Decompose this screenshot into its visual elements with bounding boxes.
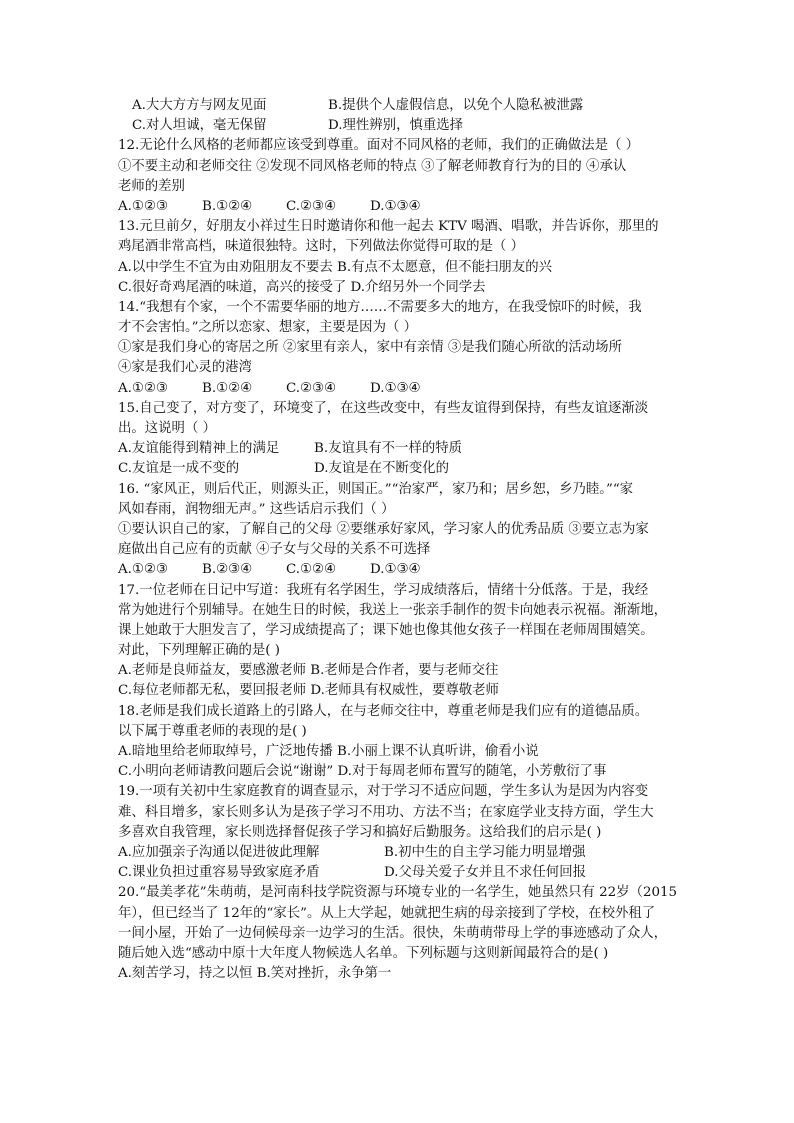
q13-stem-line: 13.元旦前夕，好朋友小祥过生日时邀请你和他一起去 KTV 喝酒、唱歌，并告诉你，那里的 <box>118 219 659 235</box>
q19-stem-line: 多喜欢自我管理，家长则选择督促孩子学习和搞好后勤服务。这给我们的启示是( ) <box>118 824 602 840</box>
q16-stem-line: 庭做出自己应有的贡献 ④子女与父母的关系不可选择 <box>118 542 431 558</box>
q16-option-d: D.①③④ <box>370 562 421 578</box>
q17-options-line: C.每位老师都无私，要回报老师 D.老师具有权威性，要尊敬老师 <box>118 683 499 699</box>
q14-options-row <box>118 379 678 399</box>
q13-options-line: C.很好奇鸡尾酒的味道，高兴的接受了 D.介绍另外一个同学去 <box>118 279 486 295</box>
q18-options-line: A.暗地里给老师取绰号，广泛地传播 B.小丽上课不认真听讲，偷看小说 <box>118 744 539 759</box>
q19-option-c: C.课业负担过重容易导致家庭矛盾 <box>118 865 320 881</box>
q12-option-a: A.①②③ <box>118 198 168 214</box>
q18-stem-line: 以下属于尊重老师的表现的是( ) <box>118 723 307 739</box>
q17-stem-line: 课上她敢于大胆发言了，学习成绩提高了；课下她也像其他女孩子一样围在老师周围嬉笑。 <box>118 622 654 638</box>
q19-options-row-2 <box>118 863 678 883</box>
q13-stem-line: 鸡尾酒非常高档，味道很独特。这时，下列做法你觉得可取的是（ ） <box>118 239 524 255</box>
q12-options-row <box>118 197 678 217</box>
q16-option-a: A.①②③ <box>118 562 168 578</box>
q12-option-b: B.①②④ <box>202 198 253 214</box>
q12-stem-line: 12.无论什么风格的老师都应该受到尊重。面对不同风格的老师，我们的正确做法是（ ） <box>118 138 640 154</box>
q16-stem-line: 风如春雨，润物细无声。” 这些话启示我们（ ） <box>118 501 395 517</box>
q14-stem-line: 才不会害怕。”之所以恋家、想家，主要是因为（ ） <box>118 320 417 336</box>
q14-option-d: D.①③④ <box>370 380 421 396</box>
q19-option-d: D.父母关爱子女并且不求任何回报 <box>384 865 586 881</box>
q14-option-a: A.①②③ <box>118 380 168 396</box>
q20-stem-line: 随后她入选“感动中原十大年度人物候选人名单。下列标题与这则新闻最符合的是( ) <box>118 945 609 961</box>
q11-options-row-2 <box>118 116 678 136</box>
q17-options-line: A.老师是良师益友，要感激老师 B.老师是合作者，要与老师交往 <box>118 663 499 679</box>
q19-stem-line: 难、科目增多，家长则多认为是孩子学习不用功、方法不当；在家庭学业支持方面，学生大 <box>118 804 654 820</box>
q13-options-line: A.以中学生不宜为由劝阻朋友不要去 B.有点不太愿意，但不能扫朋友的兴 <box>118 259 552 275</box>
q14-option-b: B.①②④ <box>202 380 253 396</box>
q11-option-b: B.提供个人虚假信息，以免个人隐私被泄露 <box>328 98 584 113</box>
q11-option-c: C.对人坦诚，毫无保留 <box>132 118 267 134</box>
q12-stem-line: 老师的差别 <box>118 178 185 194</box>
q17-stem-line: 对此，下列理解正确的是( ) <box>118 643 281 659</box>
q16-options-row <box>118 560 678 580</box>
q19-option-a: A.应加强亲子沟通以促进彼此理解 <box>118 844 320 860</box>
q16-option-c: C.①②④ <box>286 562 337 578</box>
q11-option-a: A.大大方方与网友见面 <box>132 98 267 113</box>
q16-option-b: B.②③④ <box>202 562 253 578</box>
q15-option-b: B.友谊具有不一样的特质 <box>314 441 463 457</box>
q20-options-line: A.刻苦学习，持之以恒 B.笑对挫折，永争第一 <box>118 966 392 982</box>
q18-options-line: C.小明向老师请教问题后会说“谢谢” D.对于每周老师布置写的随笔，小芳敷衍了事 <box>118 764 607 780</box>
q12-option-d: D.①③④ <box>370 198 421 214</box>
q20-stem-line: 一间小屋，开始了一边伺候母亲一边学习的生活。很快，朱萌萌带母上学的事迹感动了众人， <box>118 925 668 941</box>
q15-option-d: D.友谊是在不断变化的 <box>314 461 450 477</box>
q12-stem-line: ①不要主动和老师交往 ②发现不同风格老师的特点 ③了解老师教育行为的目的 ④承认 <box>118 158 627 174</box>
q16-stem-line: ①要认识自己的家，了解自己的父母 ②要继承好家风，学习家人的优秀品质 ③要立志为家 <box>118 521 649 537</box>
q19-option-b: B.初中生的自主学习能力明显增强 <box>384 844 586 860</box>
q12-option-c: C.②③④ <box>286 198 337 214</box>
question-text-block <box>118 96 678 984</box>
q14-stem-line: ④家是我们心灵的港湾 <box>118 360 252 376</box>
q15-options-row-2 <box>118 459 678 479</box>
q20-stem-line: 年），但已经当了 12年的“家长”。从上大学起，她就把生病的母亲接到了学校，在校外租了 <box>118 905 656 921</box>
q20-stem-line: 20.“最美孝花”朱萌萌，是河南科技学院资源与环境专业的一名学生，她虽然只有 22岁（2015 <box>118 885 678 901</box>
q14-stem-line: ①家是我们身心的寄居之所 ②家里有亲人，家中有亲情 ③是我们随心所欲的活动场所 <box>118 340 622 356</box>
q14-stem-line: 14.“我想有个家，一个不需要华丽的地方……不需要多大的地方，在我受惊吓的时候，我 <box>118 299 642 315</box>
q19-options-row-1 <box>118 843 678 863</box>
q16-stem-line: 16. “家风正，则后代正，则源头正，则国正。”“治家严，家乃和；居乡恕，乡乃睦。”“家 <box>118 481 634 497</box>
q15-stem-line: 15.自己变了，对方变了，环境变了，在这些改变中，有些友谊得到保持，有些友谊逐渐淡 <box>118 400 649 416</box>
q11-option-d: D.理性辨别，慎重选择 <box>328 118 464 134</box>
q18-stem-line: 18.老师是我们成长道路上的引路人，在与老师交往中，尊重老师是我们应有的道德品质。 <box>118 703 649 719</box>
q17-stem-line: 常为她进行个别辅导。在她生日的时候，我送上一张亲手制作的贺卡向她表示祝福。渐渐地， <box>118 602 668 618</box>
q15-option-a: A.友谊能得到精神上的满足 <box>118 441 280 457</box>
q14-option-c: C.②③④ <box>286 380 337 396</box>
q11-options-row-1 <box>118 96 678 116</box>
q15-option-c: C.友谊是一成不变的 <box>118 461 240 477</box>
q15-stem-line: 出。这说明（ ） <box>118 421 216 436</box>
q19-stem-line: 19.一项有关初中生家庭教育的调查显示，对于学习不适应问题，学生多认为是因为内容变 <box>118 784 649 800</box>
q15-options-row-1 <box>118 439 678 459</box>
q17-stem-line: 17.一位老师在日记中写道：我班有名学困生，学习成绩落后，情绪十分低落。于是，我经 <box>118 582 649 598</box>
